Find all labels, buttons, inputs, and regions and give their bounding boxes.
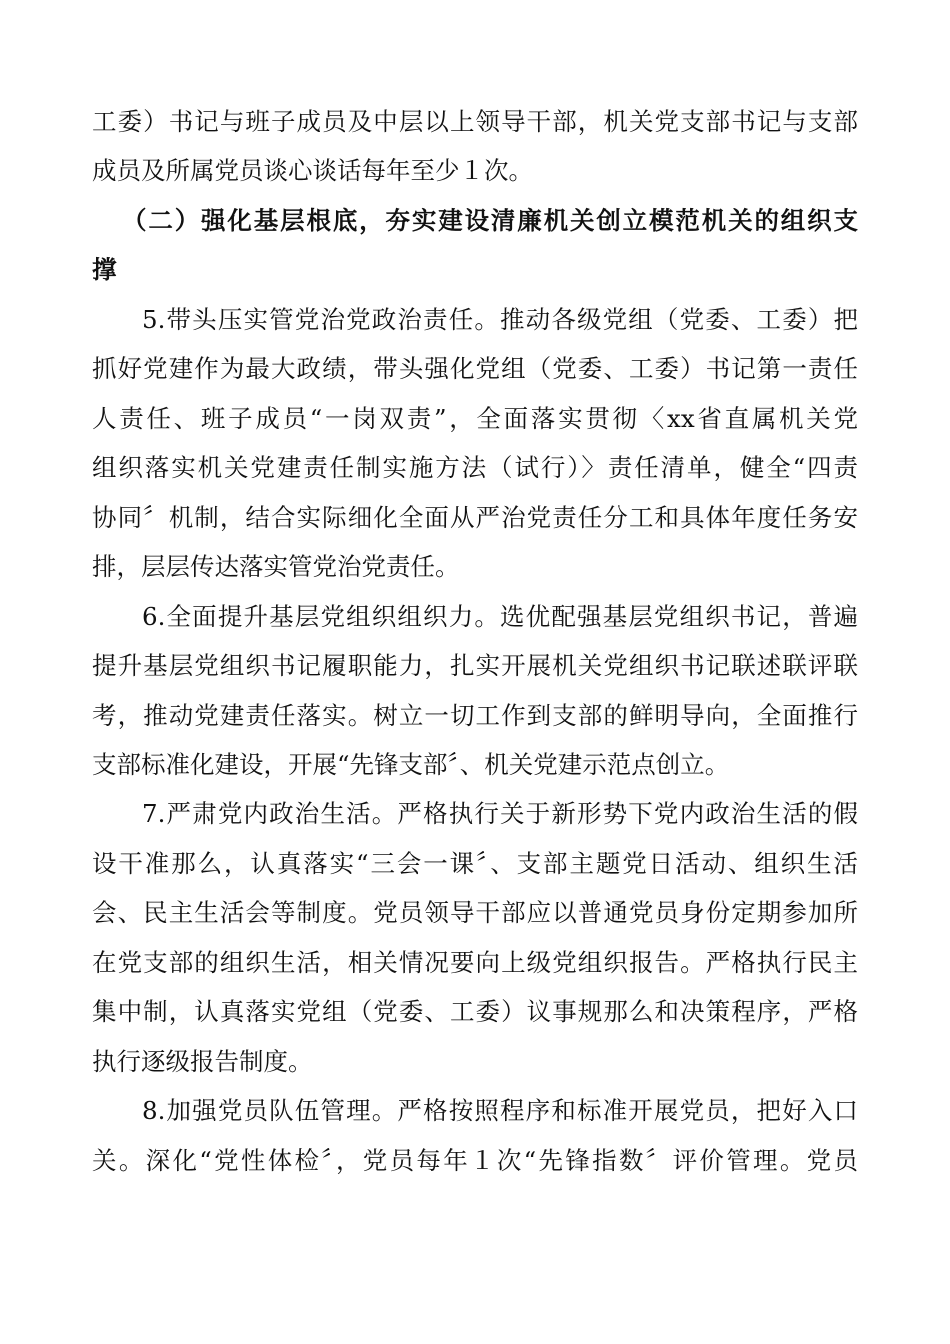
text-line: 设干准那么，认真落实“三会一课〞、支部主题党日活动、组织生活 bbox=[92, 849, 858, 878]
text-line: 8.加强党员队伍管理。严格按照程序和标准开展党员，把好入口 bbox=[142, 1096, 858, 1125]
text-line: 5.带头压实管党治党政治责任。推动各级党组（党委、工委）把 bbox=[142, 305, 858, 334]
text-line: 6.全面提升基层党组织组织力。选优配强基层党组织书记，普遍 bbox=[142, 602, 858, 631]
text-line: 支部标准化建设，开展“先锋支部〞、机关党建示范点创立。 bbox=[92, 750, 730, 779]
text-line: 7.严肃党内政治生活。严格执行关于新形势下党内政治生活的假 bbox=[142, 799, 858, 828]
text-line: 人责任、班子成员“一岗双责”，全面落实贯彻〈xx省直属机关党 bbox=[92, 404, 858, 433]
text-line: 关。深化“党性体检〞，党员每年１次“先锋指数〞评价管理。党员 bbox=[92, 1146, 858, 1175]
text-line: 抓好党建作为最大政绩，带头强化党组（党委、工委）书记第一责任 bbox=[92, 354, 858, 383]
heading-line: （二）强化基层根底，夯实建设清廉机关创立模范机关的组织支 bbox=[122, 206, 858, 235]
text-line: 工委）书记与班子成员及中层以上领导干部，机关党支部书记与支部 bbox=[92, 107, 858, 136]
text-line: 成员及所属党员谈心谈话每年至少１次。 bbox=[92, 156, 533, 185]
text-line: 组织落实机关党建责任制实施方法（试行）〉责任清单，健全“四责 bbox=[92, 453, 858, 482]
text-line: 在党支部的组织生活，相关情况要向上级党组织报告。严格执行民主 bbox=[92, 948, 858, 977]
text-line: 提升基层党组织书记履职能力，扎实开展机关党组织书记联述联评联 bbox=[92, 651, 858, 680]
text-line: 排，层层传达落实管党治党责任。 bbox=[92, 552, 460, 581]
text-line: 会、民主生活会等制度。党员领导干部应以普通党员身份定期参加所 bbox=[92, 898, 858, 927]
heading-line: 撑 bbox=[92, 255, 117, 284]
text-line: 考，推动党建责任落实。树立一切工作到支部的鲜明导向，全面推行 bbox=[92, 701, 858, 730]
text-line: 协同〞机制，结合实际细化全面从严治党责任分工和具体年度任务安 bbox=[92, 503, 858, 532]
text-line: 集中制，认真落实党组（党委、工委）议事规那么和决策程序，严格 bbox=[92, 997, 858, 1026]
text-line: 执行逐级报告制度。 bbox=[92, 1047, 313, 1076]
